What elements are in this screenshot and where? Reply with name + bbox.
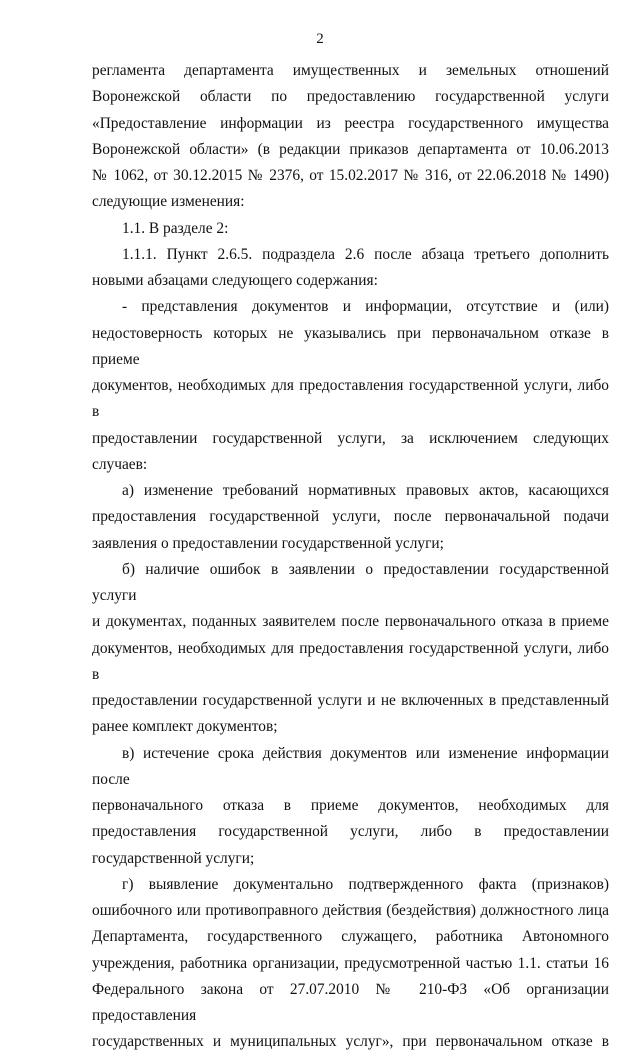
text-line: № 1062, от 30.12.2015 № 2376, от 15.02.2017 № 316, от 22.06.2018 № 1490) <box>92 167 609 184</box>
text-line: новыми абзацами следующего содержания: <box>92 272 378 289</box>
text-line: следующие изменения: <box>92 193 245 211</box>
text-line: регламента департамента имущественных и земельных отношений <box>92 62 609 79</box>
text-line: учреждения, работника организации, предусмотренной частью 1.1. статьи 16 <box>92 954 609 972</box>
text-line: - представления документов и информации, отсутствие и (или) <box>122 298 609 316</box>
text-line: государственных и муниципальных услуг», при первоначальном отказе в <box>92 1033 609 1051</box>
text-line: документов, необходимых для предоставления государственной услуги, либо в <box>92 377 609 421</box>
text-line: и документах, поданных заявителем после первоначального отказа в приеме <box>92 613 609 631</box>
text-line: государственной услуги; <box>92 849 255 867</box>
text-line: Воронежской области по предоставлению государственной услуги <box>92 88 609 106</box>
text-line: г) выявление документально подтвержденного факта (признаков) <box>122 875 609 893</box>
text-line: предоставления государственной услуги, либо в предоставлении <box>92 823 609 841</box>
text-line: Воронежской области» (в редакции приказов департамента от 10.06.2013 <box>92 140 609 158</box>
text-line: Департамента, государственного служащего, работника Автономного <box>92 928 609 946</box>
text-line: недостоверность которых не указывались при первоначальном отказе в приеме <box>92 324 609 368</box>
text-line: Федерального закона от 27.07.2010 № 210-ФЗ «Об организации предоставления <box>92 980 609 1024</box>
text-line: б) наличие ошибок в заявлении о предоставлении государственной услуги <box>92 560 609 604</box>
document-body <box>92 58 609 1056</box>
text-line: ранее комплект документов; <box>92 718 278 736</box>
text-line: а) изменение требований нормативных правовых актов, касающихся <box>122 482 609 499</box>
text-line: первоначального отказа в приеме документов, необходимых для <box>92 797 609 814</box>
text-line: предоставлении государственной услуги, за исключением следующих случаев: <box>92 429 609 473</box>
text-line: 1.1. В разделе 2: <box>122 219 229 237</box>
text-line: ошибочного или противоправного действия (бездействия) должностного лица <box>92 902 609 919</box>
text-line: предоставлении государственной услуги и не включенных в представленный <box>92 692 609 709</box>
text-line: заявления о предоставлении государственной услуги; <box>92 534 444 552</box>
page-number: 2 <box>316 31 324 47</box>
text-line: документов, необходимых для предоставления государственной услуги, либо в <box>92 639 609 683</box>
text-line: в) истечение срока действия документов или изменение информации после <box>92 744 609 788</box>
text-line: 1.1.1. Пункт 2.6.5. подраздела 2.6 после абзаца третьего дополнить <box>122 245 609 263</box>
text-line: «Предоставление информации из реестра государственного имущества <box>92 114 609 132</box>
text-line: предоставления государственной услуги, после первоначальной подачи <box>92 508 609 526</box>
